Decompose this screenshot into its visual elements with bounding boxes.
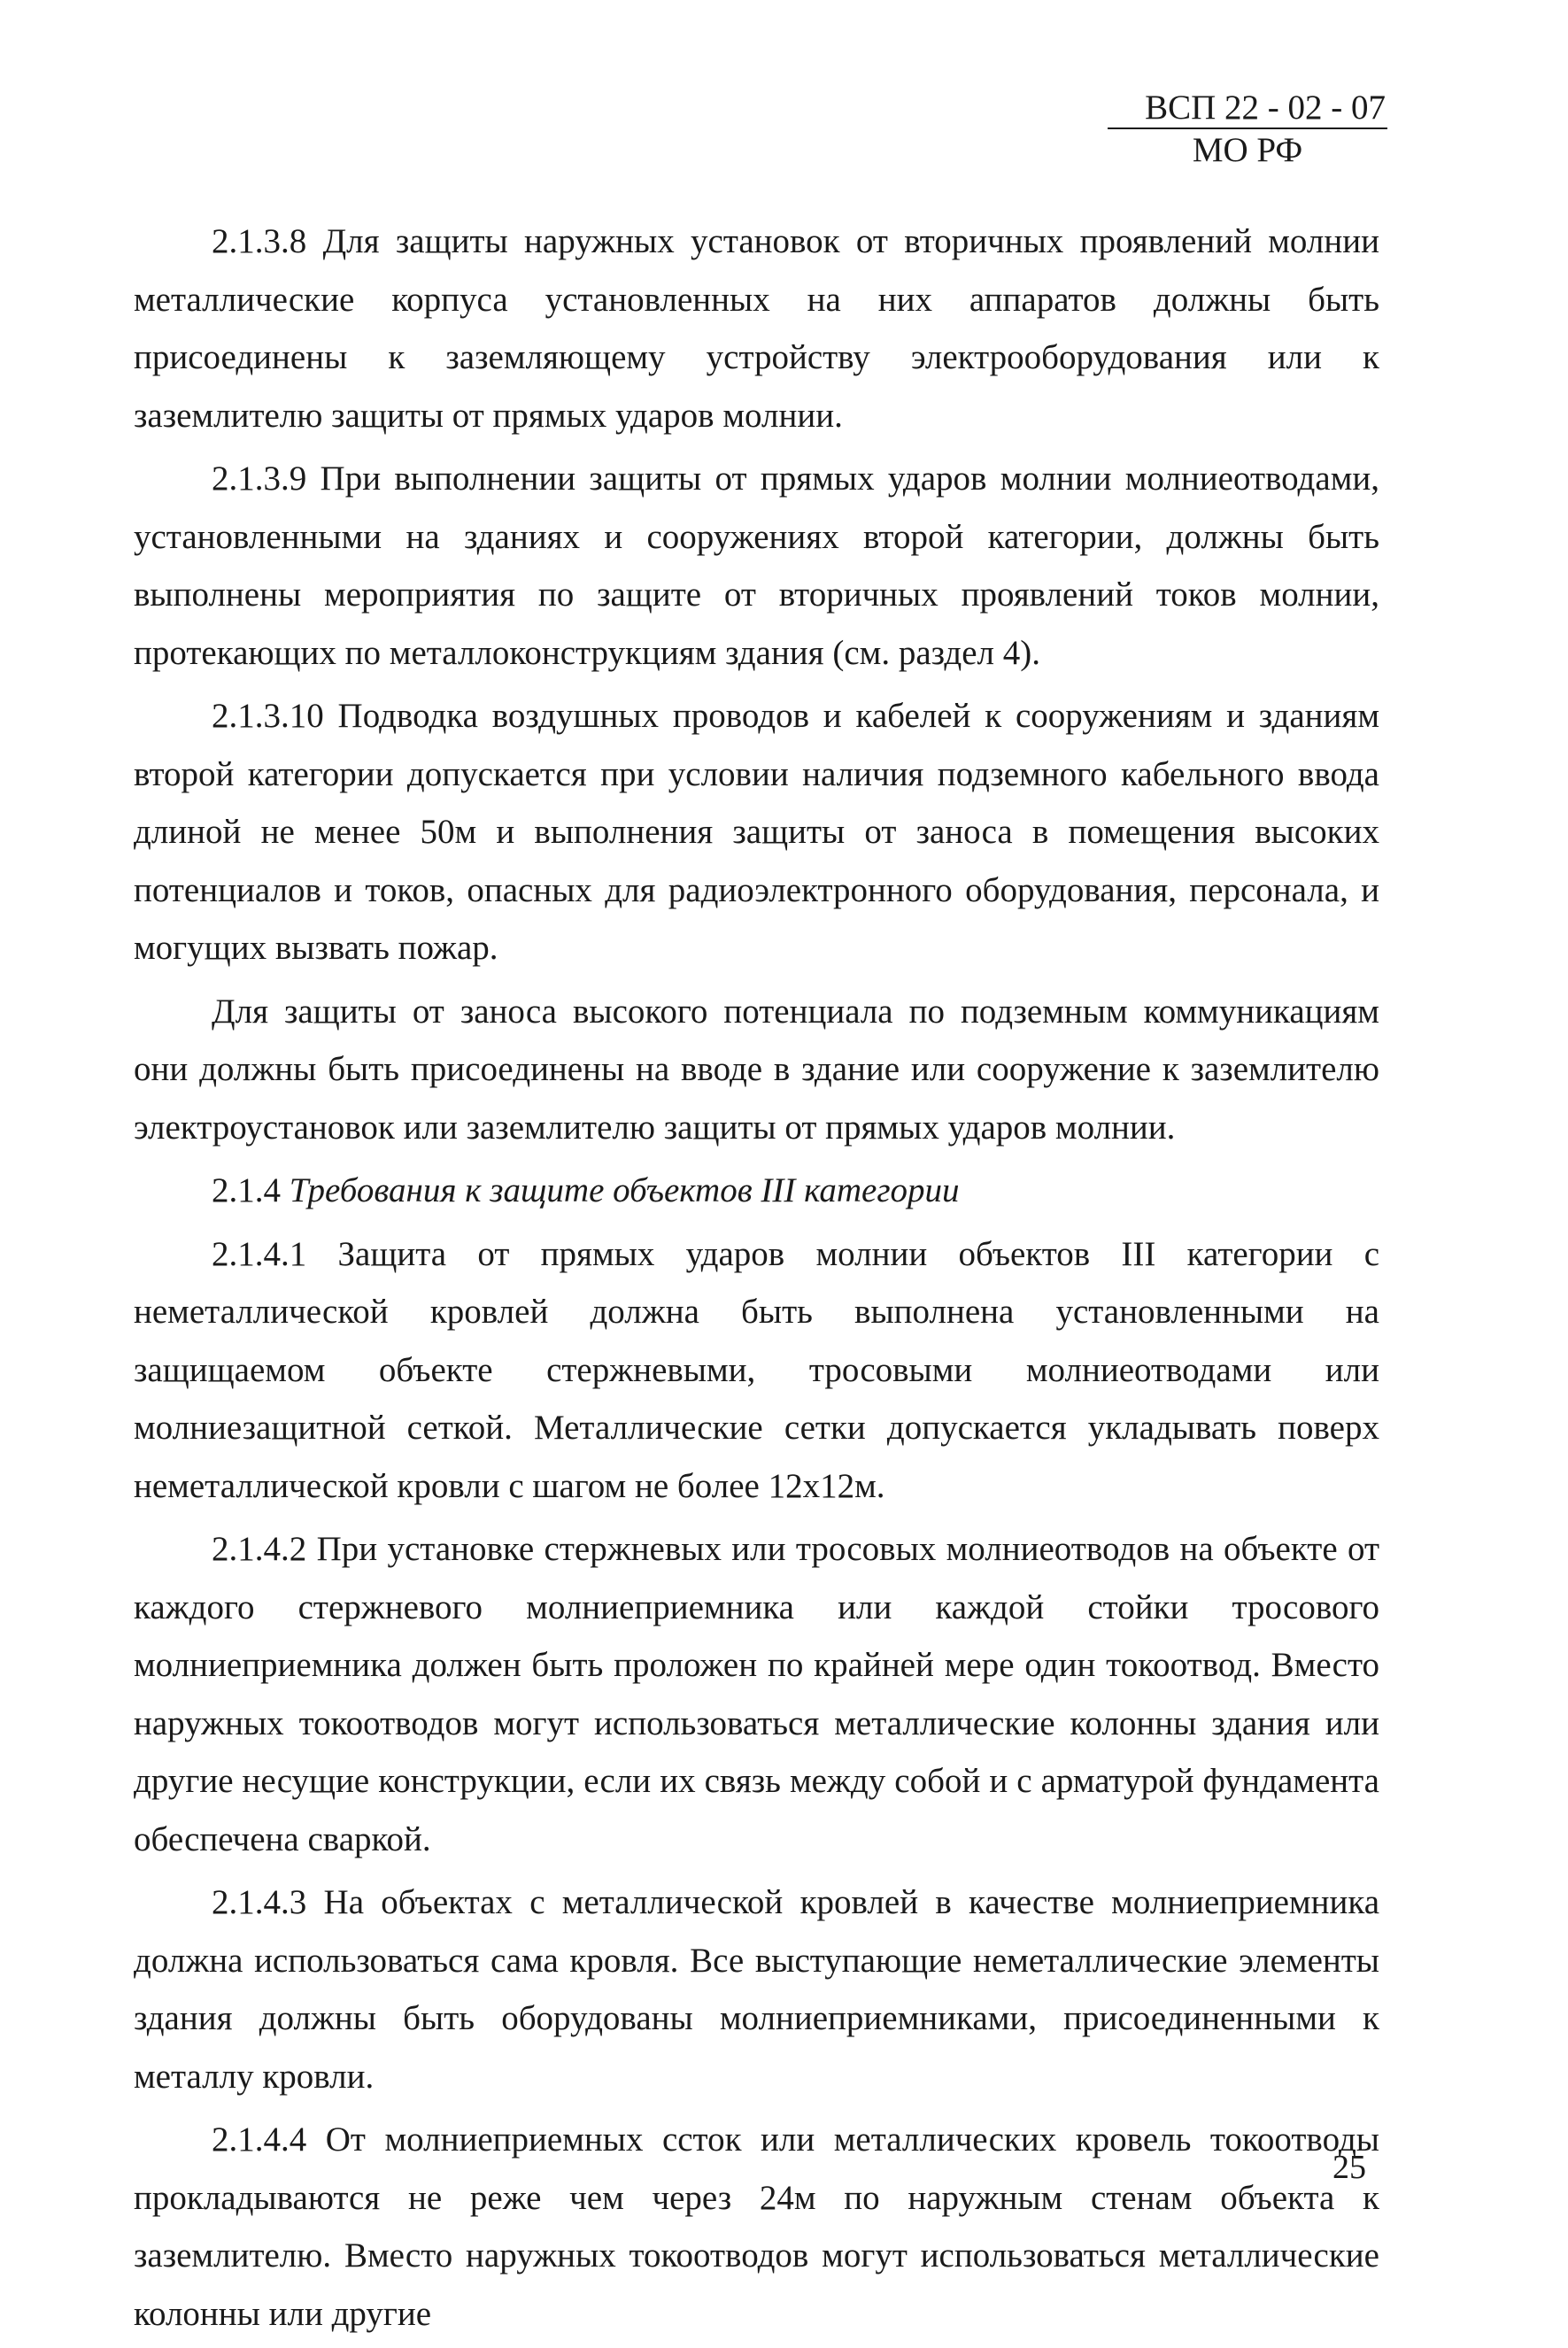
document-body [134, 212, 1379, 2348]
paragraph-number: 2.1.4.3 [212, 1883, 307, 1921]
paragraph-number: 2.1.3.10 [212, 697, 324, 735]
paragraph-text: От молниеприемных ссток или металлических кровель токоотводы прокладываются не реже чем через 24м по наружным стенам объекта к заземлителю. Вместо наружных токоотводов могут использоваться металлические колонны или другие [134, 2120, 1380, 2333]
page-number: 25 [1332, 2149, 1366, 2186]
document-organization: МО РФ [1192, 131, 1303, 169]
paragraph-2-1-4-2 [134, 1520, 1379, 1868]
paragraph-number: 2.1.4.4 [212, 2120, 307, 2159]
paragraph-number: 2.1.4.1 [212, 1234, 307, 1273]
paragraph-2-1-3-9 [134, 450, 1379, 682]
paragraph-2-1-3-8 [134, 212, 1379, 444]
paragraph-text: Для защиты наружных установок от вторичных проявлений молнии металлические корпуса установленных на них аппаратов должны быть присоединены к заземляющему устройству электрооборудования или к заземлителю защиты от прямых ударов молнии. [134, 222, 1379, 435]
paragraph-text: Подводка воздушных проводов и кабелей к сооружениям и зданиям второй категории допускается при условии наличия подземного кабельного ввода длиной не менее 50м и выполнения защиты от заноса в помещения высоких потенциалов и токов, опасных для радиоэлектронного оборудования, персонала, и могущих вызвать пожар. [134, 697, 1379, 967]
paragraph-number: 2.1.4.2 [212, 1530, 307, 1568]
paragraph-number: 2.1.3.8 [212, 222, 307, 260]
paragraph-2-1-4-1 [134, 1225, 1379, 1516]
document-header [1108, 87, 1387, 172]
paragraph-2-1-4-3 [134, 1873, 1379, 2105]
document-code: ВСП 22 - 02 - 07 [1108, 89, 1387, 129]
section-heading-2-1-4 [134, 1162, 1379, 1220]
paragraph-text: На объектах с металлической кровлей в качестве молниеприемника должна использоваться сама кровля. Все выступающие неметаллические элементы здания должны быть оборудованы молниеприемниками, присоединенными к металлу кровли. [134, 1883, 1380, 2096]
paragraph-unnumbered [134, 983, 1379, 1157]
section-number: 2.1.4 [212, 1171, 281, 1209]
paragraph-text: Защита от прямых ударов молнии объектов III категории с неметаллической кровлей должна быть выполнена установленными на защищаемом объекте стержневыми, тросовыми молниеотводами или молниезащитной сеткой. Металлические сетки допускается укладывать поверх неметаллической кровли с шагом не более 12х12м. [134, 1234, 1380, 1505]
paragraph-text: При установке стержневых или тросовых молниеотводов на объекте от каждого стержневого молниеприемника или каждой стойки тросового молниеприемника должен быть проложен по крайней мере один токоотвод. Вместо наружных токоотводов могут использоваться металлические колонны здания или другие несущие конструкции, если их связь между собой и с арматурой фундамента обеспечена сваркой. [134, 1530, 1380, 1858]
paragraph-text: Для защиты от заноса высокого потенциала по подземным коммуникациям они должны быть присоединены на вводе в здание или сооружение к заземлителю электроустановок или заземлителю защиты от прямых ударов молнии. [134, 992, 1379, 1147]
paragraph-2-1-3-10 [134, 687, 1379, 977]
section-title: Требования к защите объектов III категории [289, 1171, 960, 1209]
paragraph-2-1-4-4 [134, 2111, 1379, 2343]
paragraph-text: При выполнении защиты от прямых ударов молнии молниеотводами, установленными на зданиях и сооружениях второй категории, должны быть выполнены мероприятия по защите от вторичных проявлений токов молнии, протекающих по металлоконструкциям здания (см. раздел 4). [134, 460, 1379, 672]
paragraph-number: 2.1.3.9 [212, 460, 307, 498]
